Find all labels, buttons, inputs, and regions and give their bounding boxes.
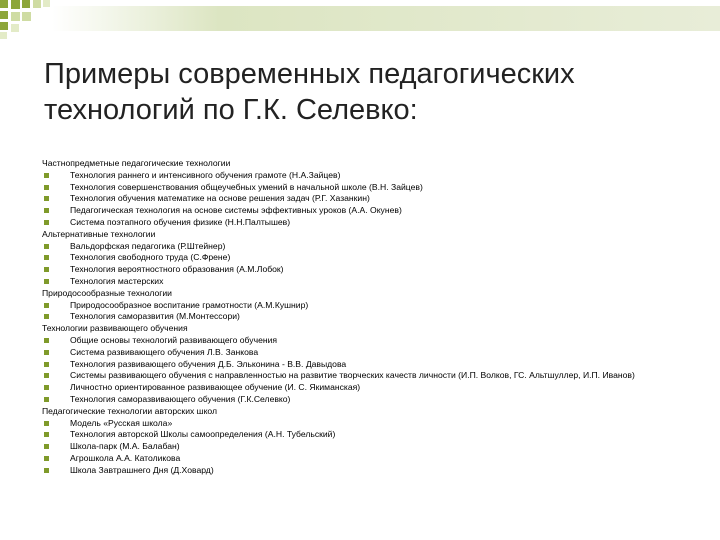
list-item-text: Система развивающего обучения Л.В. Занкова bbox=[70, 346, 259, 357]
list-item-text: Технология авторской Школы самоопределения (А.Н. Тубельский) bbox=[70, 429, 336, 440]
list-item-text: Школа Завтрашнего Дня (Д.Ховард) bbox=[70, 464, 214, 475]
list-item bbox=[42, 347, 712, 359]
list-item bbox=[42, 217, 712, 229]
category-heading: Альтернативные технологии bbox=[42, 228, 156, 239]
list-item bbox=[42, 276, 712, 288]
slide-title bbox=[44, 56, 704, 128]
list-item-text: Общие основы технологий развивающего обучения bbox=[70, 334, 278, 345]
square-bullet-icon bbox=[44, 208, 49, 213]
square-bullet-icon bbox=[44, 244, 49, 249]
category-heading: Природосообразные технологии bbox=[42, 287, 172, 298]
square-bullet-icon bbox=[44, 421, 49, 426]
square-bullet-icon bbox=[44, 432, 49, 437]
square-bullet-icon bbox=[44, 350, 49, 355]
list-item bbox=[42, 465, 712, 477]
list-item-text: Технология саморазвития (М.Монтессори) bbox=[70, 311, 240, 322]
square-bullet-icon bbox=[44, 373, 49, 378]
list-item bbox=[42, 300, 712, 312]
list-item-text: Системы развивающего обучения с направленностью на развитие творческих качеств личности (И.П. Волков, ГС. Альтшуллер, И.П. Иванов) bbox=[70, 370, 635, 381]
list-item bbox=[42, 370, 712, 382]
list-item-text: Природосообразное воспитание грамотности (А.М.Кушнир) bbox=[70, 299, 309, 310]
list-item-text: Технология саморазвивающего обучения (Г.К.Селевко) bbox=[70, 393, 291, 404]
list-item-text: Технология совершенствования общеучебных умений в начальной школе (В.Н. Зайцев) bbox=[70, 181, 423, 192]
list-item bbox=[42, 193, 712, 205]
list-item-text: Модель «Русская школа» bbox=[70, 417, 173, 428]
list-item bbox=[42, 311, 712, 323]
list-item bbox=[42, 205, 712, 217]
square-bullet-icon bbox=[44, 173, 49, 178]
category-heading: Частнопредметные педагогические технологии bbox=[42, 158, 231, 168]
list-item bbox=[42, 441, 712, 453]
list-item bbox=[42, 382, 712, 394]
list-item bbox=[42, 252, 712, 264]
list-item-text: Педагогическая технология на основе системы эффективных уроков (А.А. Окунев) bbox=[70, 205, 402, 216]
square-bullet-icon bbox=[44, 267, 49, 272]
list-item bbox=[42, 453, 712, 465]
slide-title-line-2: технологий по Г.К. Селевко: bbox=[44, 94, 418, 126]
slide-title-line-1: Примеры современных педагогических bbox=[44, 58, 575, 90]
square-bullet-icon bbox=[44, 456, 49, 461]
list-item-text: Система поэтапного обучения физике (Н.Н.Палтышев) bbox=[70, 216, 291, 227]
square-bullet-icon bbox=[44, 468, 49, 473]
category-heading: Технологии развивающего обучения bbox=[42, 323, 188, 334]
list-item-text: Технология вероятностного образования (А.М.Лобок) bbox=[70, 264, 284, 275]
list-item bbox=[42, 335, 712, 347]
square-bullet-icon bbox=[44, 303, 49, 308]
list-item-text: Технология свободного труда (С.Френе) bbox=[70, 252, 231, 263]
list-item-text: Технология мастерских bbox=[70, 275, 164, 286]
list-item-text: Личностно ориентированное развивающее обучение (И. С. Якиманская) bbox=[70, 382, 361, 393]
list-item bbox=[42, 429, 712, 441]
list-item bbox=[42, 418, 712, 430]
square-bullet-icon bbox=[44, 279, 49, 284]
square-bullet-icon bbox=[44, 444, 49, 449]
header-decoration bbox=[0, 0, 720, 40]
list-item bbox=[42, 182, 712, 194]
list-item bbox=[42, 264, 712, 276]
list-item-text: Технология раннего и интенсивного обучения грамоте (Н.А.Зайцев) bbox=[70, 169, 341, 180]
list-item bbox=[42, 170, 712, 182]
square-bullet-icon bbox=[44, 338, 49, 343]
list-item bbox=[42, 359, 712, 371]
square-bullet-icon bbox=[44, 220, 49, 225]
category-heading: Педагогические технологии авторских школ bbox=[42, 405, 218, 416]
list-item-text: Технология обучения математике на основе решения задач (Р.Г. Хазанкин) bbox=[70, 193, 370, 204]
list-item bbox=[42, 394, 712, 406]
list-item bbox=[42, 241, 712, 253]
square-bullet-icon bbox=[44, 314, 49, 319]
square-bullet-icon bbox=[44, 185, 49, 190]
square-bullet-icon bbox=[44, 196, 49, 201]
square-bullet-icon bbox=[44, 385, 49, 390]
square-bullet-icon bbox=[44, 362, 49, 367]
technology-list bbox=[42, 158, 712, 477]
list-item-text: Агрошкола А.А. Католикова bbox=[70, 452, 181, 463]
list-item-text: Технология развивающего обучения Д.Б. Эльконина - В.В. Давыдова bbox=[70, 358, 347, 369]
square-bullet-icon bbox=[44, 397, 49, 402]
square-bullet-icon bbox=[44, 255, 49, 260]
list-item-text: Школа-парк (М.А. Балабан) bbox=[70, 441, 180, 452]
list-item-text: Вальдорфская педагогика (Р.Штейнер) bbox=[70, 240, 226, 251]
